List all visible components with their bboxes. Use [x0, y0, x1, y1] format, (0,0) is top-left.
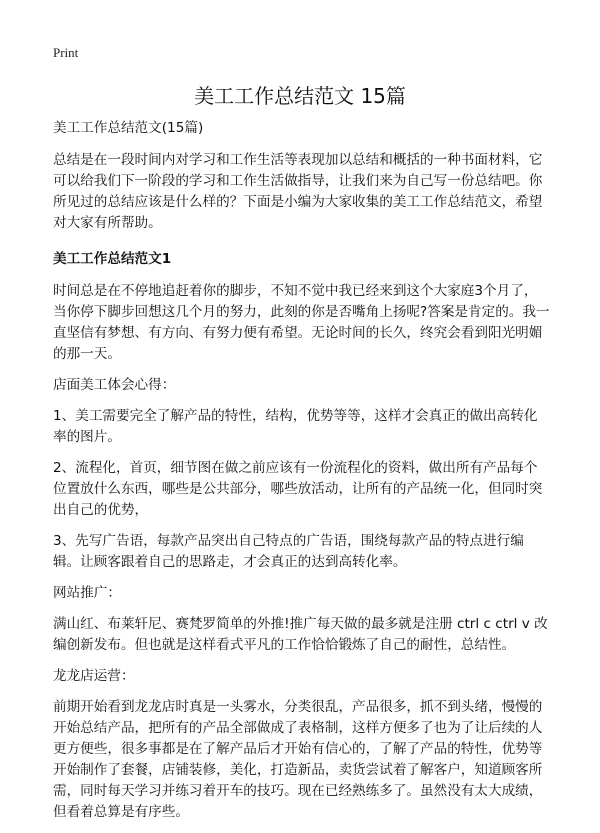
document-title: 美工工作总结范文 15篇 [194, 84, 406, 108]
document-subtitle: 美工工作总结范文(15篇) [53, 120, 204, 136]
list-item: 2、流程化，首页，细节图在做之前应该有一份流程化的资料，做出所有产品每个位置放什么东西，哪些是公共部分，哪些放活动，让所有的产品统一化，但同时突出自己的优势， [53, 460, 543, 518]
intro-paragraph: 总结是在一段时间内对学习和工作生活等表现加以总结和概括的一种书面材料，它可以给我们下一阶段的学习和工作生活做指导，让我们来为自己写一份总结吧。你所见过的总结应该是什么样的？下面是小编为大家收集的美工工作总结范文，希望对大家有所帮助。 [53, 152, 543, 231]
document-body [53, 118, 551, 833]
section-heading: 美工工作总结范文1 [53, 251, 172, 267]
label-website-promotion: 网站推广： [53, 585, 121, 601]
label-store-experience: 店面美工体会心得： [53, 377, 176, 393]
list-item: 3、先写广告语，每款产品突出自己特点的广告语，围绕每款产品的特点进行编辑。让顾客跟着自己的思路走，才会真正的达到高转化率。 [53, 533, 524, 570]
paragraph: 满山红、布莱轩尼、赛梵罗简单的外推!推广每天做的最多就是注册 ctrl c ctrl v 改编创新发布。但也就是这样看式平凡的工作恰恰锻炼了自己的耐性，总结性。 [53, 616, 548, 653]
list-item: 1、美工需要完全了解产品的特性，结构，优势等等，这样才会真正的做出高转化率的图片。 [53, 408, 538, 445]
paragraph: 时间总是在不停地追赶着你的脚步，不知不觉中我已经来到这个大家庭3个月了，当你停下脚步回想这几个月的努力，此刻的你是否嘴角上扬呢?答案是肯定的。我一直坚信有梦想、有方向、有努力便有希望。无论时间的长久，终究会看到阳光明媚的那一天。 [53, 283, 550, 362]
print-link[interactable]: Print [53, 45, 79, 60]
label-store-operations: 龙龙店运营： [53, 668, 135, 684]
paragraph: 前期开始看到龙龙店时真是一头雾水，分类很乱，产品很多，抓不到头绪，慢慢的开始总结产品，把所有的产品全部做成了表格制，这样方便多了也为了让后续的人更方便些，很多事都是在了解产品后才开始有信心的，了解了产品的特性，优势等开始制作了套餐，店铺装修，美化，打造新品，卖货尝试着了解客户，知道顾客所需，同时每天学习并练习着开车的技巧。现在已经熟练多了。虽然没有太大成绩，但看着总算是有序些。 [53, 699, 543, 820]
